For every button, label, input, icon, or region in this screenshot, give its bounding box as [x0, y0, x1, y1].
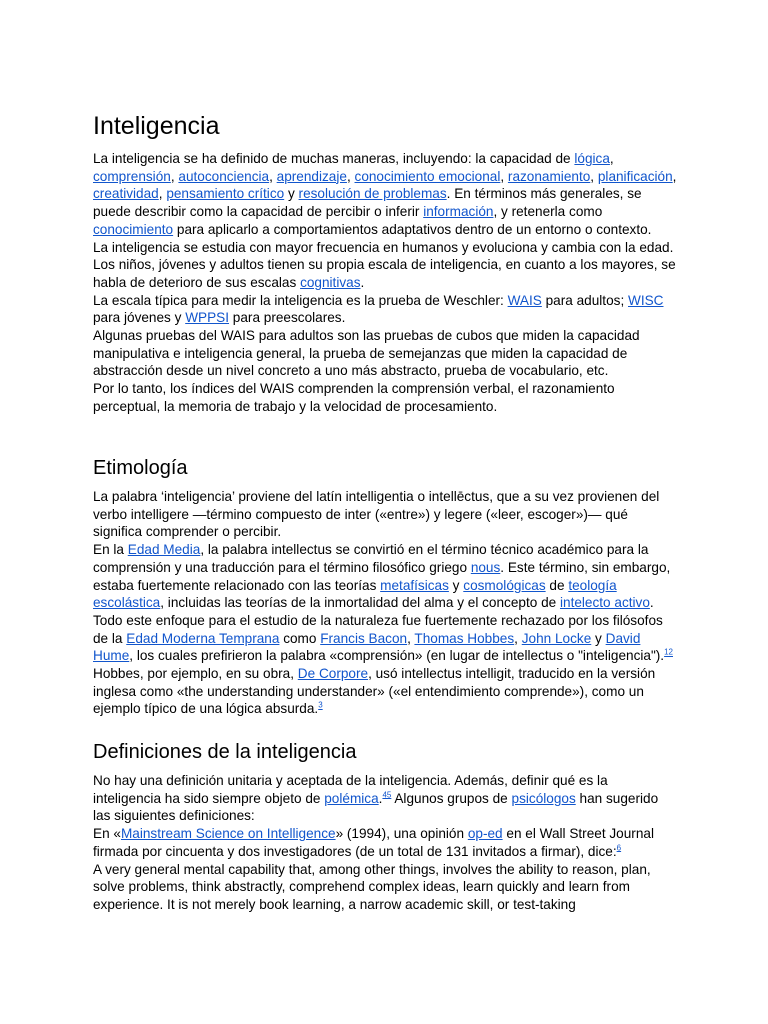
link-cognitivas[interactable]: cognitivas: [300, 274, 361, 290]
footnote-ref-45[interactable]: 45: [382, 790, 392, 800]
link-logica[interactable]: lógica: [574, 151, 610, 166]
page-title: Inteligencia: [93, 112, 220, 140]
link-nous[interactable]: nous: [470, 559, 501, 575]
link-wais[interactable]: WAIS: [507, 292, 542, 308]
link-escolastica[interactable]: escolástica: [93, 595, 161, 611]
link-polemica[interactable]: polémica: [324, 790, 379, 806]
link-autoconciencia[interactable]: autoconciencia: [178, 168, 270, 184]
intro-section: [93, 150, 679, 416]
link-teologia[interactable]: teología: [568, 577, 617, 593]
intro-paragraph-3: La escala típica para medir la inteligencia es la prueba de Weschler: WAIS para adultos; WISC para jóvenes y WPPSI para preescolares.: [93, 292, 664, 326]
link-cosmologicas[interactable]: cosmológicas: [463, 577, 546, 593]
definiciones-paragraph-2: En «Mainstream Science on Intelligence» (1994), una opinión op-ed en el Wall Street Journal firmada por cincuenta y dos investigadores (de un total de 131 invitados a firmar), dice:$^6$: [93, 826, 654, 859]
etimologia-paragraph-2: En la Edad Media, la palabra intellectus se convirtió en el término técnico académico para la comprensión y una traducción para el término filosófico griego nous. Este término, sin embargo, estaba fuertemente relacionado con las teorías metafísicas y cosmológicas de teología escolástica, incluidas las teorías de la inmortalidad del alma y el concepto de intelecto activo. Todo este enfoque para el estudio de la naturaleza fue fuertemente rechazado por los filósofos de la Edad Moderna Temprana como Francis Bacon, Thomas Hobbes, John Locke y David Hume, los cuales prefirieron la palabra «comprensión» (en lugar de intellectus o "inteligencia").$^{12}$ Hobbes, por ejemplo, en su obra, De Corpore, usó intellectus intelligit, traducido en la versión inglesa como «the understanding understander» («el entendimiento comprende»), como un ejemplo típico de una lógica absurda.$^3$: [93, 542, 673, 717]
link-wisc[interactable]: WISC: [628, 292, 664, 308]
link-creatividad[interactable]: creatividad: [93, 186, 159, 202]
intro-paragraph-5: Por lo tanto, los índices del WAIS comprenden la comprensión verbal, el razonamiento perceptual, la memoria de trabajo y la velocidad de procesamiento.: [93, 381, 615, 414]
link-edad-media[interactable]: Edad Media: [127, 542, 201, 558]
link-thomas-hobbes[interactable]: Thomas Hobbes: [414, 630, 515, 646]
footnote-ref-3[interactable]: 3: [318, 700, 323, 710]
etimologia-section: [93, 488, 679, 718]
link-conocimiento-emocional[interactable]: conocimiento emocional: [354, 168, 501, 184]
footnote-ref-12[interactable]: 12: [664, 647, 673, 657]
etimologia-paragraph-1: La palabra ‘inteligencia’ proviene del latín intelligentia o intellēctus, que a su vez provienen del verbo intelligere —término compuesto de inter («entre») y legere («leer, escoger»)— qué significa comprender o percibir.: [93, 489, 660, 540]
link-conocimiento[interactable]: conocimiento: [93, 221, 174, 237]
link-david-hume[interactable]: David Hume: [93, 630, 641, 664]
link-pensamiento-critico[interactable]: pensamiento crítico: [166, 186, 285, 202]
intro-paragraph-1: La inteligencia se ha definido de muchas maneras, incluyendo: la capacidad de lógica, comprensión, autoconciencia, aprendizaje, conocimiento emocional, razonamiento, planificación, creatividad, pensamiento crítico y resolución de problemas. En términos más generales, se puede describir como la capacidad de percibir o inferir información, y retenerla como conocimiento para aplicarlo a comportamientos adaptativos dentro de un entorno o contexto.: [93, 151, 677, 237]
link-informacion[interactable]: información: [423, 204, 494, 220]
intro-paragraph-2: La inteligencia se estudia con mayor frecuencia en humanos y evoluciona y cambia con la edad. Los niños, jóvenes y adultos tienen su propia escala de inteligencia, en cuanto a los mayores, se habla de deterioro de sus escalas cognitivas.: [93, 239, 676, 290]
link-mainstream-science[interactable]: Mainstream Science on Intelligence: [120, 826, 336, 842]
link-francis-bacon[interactable]: Francis Bacon: [320, 630, 408, 646]
link-razonamiento[interactable]: razonamiento: [507, 168, 591, 184]
link-john-locke[interactable]: John Locke: [521, 630, 592, 646]
link-metafisicas[interactable]: metafísicas: [380, 577, 449, 593]
link-planificacion[interactable]: planificación: [597, 168, 673, 184]
heading-definiciones: Definiciones de la inteligencia: [93, 741, 357, 763]
link-op-ed[interactable]: op-ed: [467, 826, 503, 842]
footnote-ref-6[interactable]: 6: [616, 843, 622, 853]
link-aprendizaje[interactable]: aprendizaje: [276, 168, 347, 184]
link-comprension[interactable]: comprensión: [93, 168, 171, 184]
link-wppsi[interactable]: WPPSI: [185, 310, 230, 326]
link-resolucion-de-problemas[interactable]: resolución de problemas: [298, 186, 447, 202]
link-de-corpore[interactable]: De Corpore: [297, 666, 369, 682]
link-psicologos[interactable]: psicólogos: [511, 790, 576, 806]
intro-paragraph-4: Algunas pruebas del WAIS para adultos son las pruebas de cubos que miden la capacidad manipulativa e inteligencia general, la prueba de semejanzas que miden la capacidad de abstracción desde un nivel concreto a uno más abstracto, prueba de vocabulario, etc.: [93, 328, 640, 379]
link-edad-moderna-temprana[interactable]: Edad Moderna Temprana: [126, 630, 280, 646]
link-intelecto-activo[interactable]: intelecto activo: [559, 595, 650, 611]
definiciones-paragraph-1: No hay una definición unitaria y aceptada de la inteligencia. Además, definir qué es la inteligencia ha sido siempre objeto de polémica.$^{45}$ Algunos grupos de psicólogos han sugerido las siguientes definiciones:: [93, 773, 659, 824]
heading-etimologia: Etimología: [93, 457, 188, 479]
definiciones-quote: A very general mental capability that, among other things, involves the ability to reason, plan, solve problems, think abstractly, comprehend complex ideas, learn quickly and learn from experience. It is not merely book learning, a narrow academic skill, or test-taking: [93, 861, 651, 912]
definiciones-section: [93, 772, 679, 914]
